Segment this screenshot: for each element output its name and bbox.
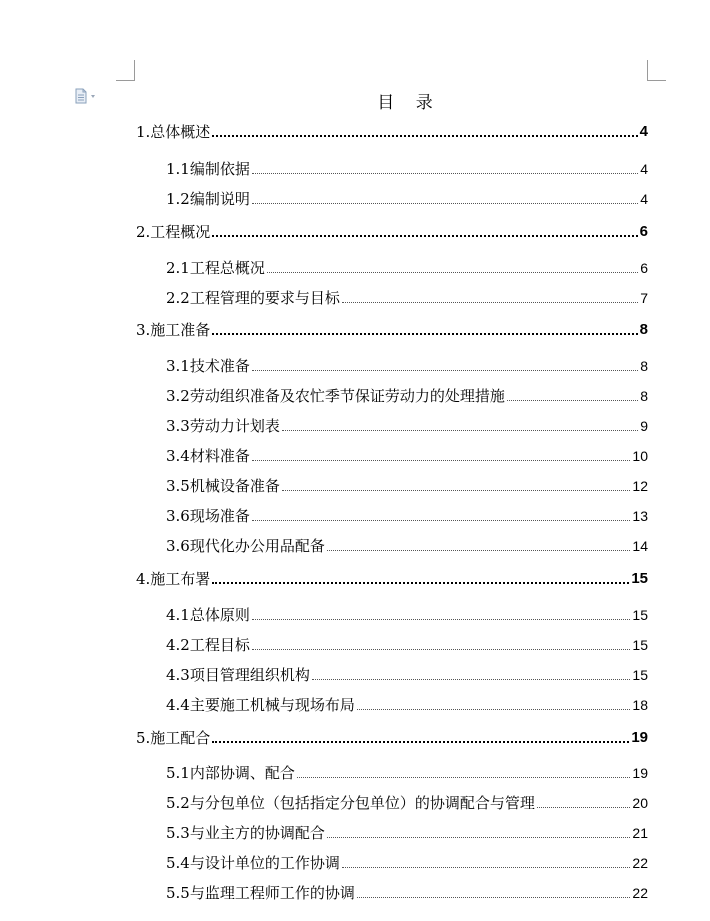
- toc-entry[interactable]: [166, 693, 648, 715]
- page-corner-mark-left: [116, 60, 135, 81]
- toc-entry-label: 4.3项目管理组织机构: [166, 666, 310, 684]
- toc-entry-label: 4.4主要施工机械与现场布局: [166, 696, 355, 714]
- toc-dot-leader: [537, 807, 631, 808]
- toc-entry-page-number: 4: [640, 161, 648, 177]
- toc-dot-leader: [327, 550, 631, 551]
- toc-entry-label: 2.1工程总概况: [166, 259, 265, 277]
- toc-entry[interactable]: [136, 567, 648, 589]
- toc-entry-label: 4.1总体原则: [166, 606, 250, 624]
- toc-entry[interactable]: [166, 474, 648, 496]
- toc-entry-page-number: 19: [631, 729, 648, 746]
- toc-entry-label: 1.2编制说明: [166, 190, 250, 208]
- toc-entry-label: 3.6现场准备: [166, 507, 250, 525]
- toc-entry-page-number: 4: [640, 191, 648, 207]
- toc-dot-leader: [252, 619, 631, 620]
- toc-entry[interactable]: [166, 187, 648, 209]
- toc-entry-page-number: 7: [640, 290, 648, 306]
- toc-entry-page-number: 15: [631, 570, 648, 587]
- toc-entry-label: 3.2劳动组织准备及农忙季节保证劳动力的处理措施: [166, 387, 505, 405]
- toc-entry-page-number: 21: [632, 825, 648, 841]
- toc-entry-label: 4.2工程目标: [166, 636, 250, 654]
- toc-entry-page-number: 6: [639, 223, 648, 240]
- toc-entry[interactable]: [166, 881, 648, 903]
- toc-entry[interactable]: [166, 354, 648, 376]
- toc-entry[interactable]: [166, 633, 648, 655]
- toc-entry[interactable]: [166, 504, 648, 526]
- toc-dot-leader: [282, 430, 638, 431]
- toc-entry-label: 3.1技术准备: [166, 357, 250, 375]
- toc-entry[interactable]: [166, 157, 648, 179]
- toc-entry[interactable]: [166, 821, 648, 843]
- toc-dot-leader: [507, 400, 638, 401]
- toc-entry-label: 2.2工程管理的要求与目标: [166, 289, 340, 307]
- toc-dot-leader: [212, 582, 629, 584]
- toc-entry-page-number: 14: [632, 538, 648, 554]
- toc-entry[interactable]: [166, 384, 648, 406]
- toc-dot-leader: [357, 897, 631, 898]
- toc-dot-leader: [297, 777, 631, 778]
- toc-entry[interactable]: [166, 256, 648, 278]
- toc-entry-page-number: 15: [632, 637, 648, 653]
- toc-entry[interactable]: [166, 444, 648, 466]
- toc-entry-page-number: 20: [632, 795, 648, 811]
- toc-entry-page-number: 10: [632, 448, 648, 464]
- toc-entry-label: 2.工程概况: [136, 223, 211, 241]
- toc-dot-leader: [252, 370, 638, 371]
- toc-entry[interactable]: [166, 791, 648, 813]
- toc-entry-page-number: 8: [640, 358, 648, 374]
- toc-dot-leader: [252, 520, 631, 521]
- toc-dot-leader: [282, 490, 631, 491]
- toc-entry-page-number: 8: [639, 321, 648, 338]
- toc-dot-leader: [212, 333, 637, 335]
- toc-entry-page-number: 22: [632, 855, 648, 871]
- toc-entry-label: 5.施工配合: [136, 729, 211, 747]
- toc-entry-page-number: 15: [632, 607, 648, 623]
- toc-entry-label: 3.3劳动力计划表: [166, 417, 280, 435]
- toc-dot-leader: [212, 235, 637, 237]
- toc-entry[interactable]: [136, 726, 648, 748]
- toc-entry-label: 4.施工布署: [136, 570, 211, 588]
- toc-dot-leader: [252, 173, 638, 174]
- toc-entry-page-number: 9: [640, 418, 648, 434]
- toc-entry[interactable]: [166, 414, 648, 436]
- toc-entry-label: 3.5机械设备准备: [166, 477, 280, 495]
- toc-entry[interactable]: [166, 286, 648, 308]
- toc-entry-label: 3.施工准备: [136, 321, 211, 339]
- toc-entry[interactable]: [166, 851, 648, 873]
- toc-title: 目 录: [377, 93, 433, 113]
- toc-dot-leader: [212, 741, 629, 743]
- toc-entry-label: 5.3与业主方的协调配合: [166, 824, 325, 842]
- toc-dot-leader: [252, 649, 631, 650]
- toc-entry[interactable]: [166, 663, 648, 685]
- toc-dot-leader: [342, 302, 638, 303]
- toc-entry-label: 5.2与分包单位（包括指定分包单位）的协调配合与管理: [166, 794, 535, 812]
- toc-dot-leader: [327, 837, 631, 838]
- toc-entry[interactable]: [136, 120, 648, 142]
- toc-entry-label: 1.1编制依据: [166, 160, 250, 178]
- toc-entry-page-number: 8: [640, 388, 648, 404]
- toc-entry-page-number: 12: [632, 478, 648, 494]
- toc-entry-label: 5.1内部协调、配合: [166, 764, 295, 782]
- toc-entry[interactable]: [166, 603, 648, 625]
- toc-dot-leader: [312, 679, 631, 680]
- toc-entry-page-number: 6: [640, 260, 648, 276]
- toc-entry-label: 3.4材料准备: [166, 447, 250, 465]
- toc-entry-page-number: 13: [632, 508, 648, 524]
- page-corner-mark-right: [647, 60, 666, 81]
- toc-entry-label: 3.6现代化办公用品配备: [166, 537, 325, 555]
- toc-entry-page-number: 22: [632, 885, 648, 901]
- toc-entry[interactable]: [136, 220, 648, 242]
- toc-entry-label: 5.5与监理工程师工作的协调: [166, 884, 355, 902]
- toc-entry-label: 5.4与设计单位的工作协调: [166, 854, 340, 872]
- toc-entry[interactable]: [136, 318, 648, 340]
- toc-entry[interactable]: [166, 761, 648, 783]
- toc-dot-leader: [252, 203, 638, 204]
- toc-dot-leader: [357, 709, 631, 710]
- toc-entry-page-number: 18: [632, 697, 648, 713]
- toc-dot-leader: [267, 272, 638, 273]
- toc-entry-label: 1.总体概述: [136, 123, 211, 141]
- toc-dot-leader: [342, 867, 631, 868]
- toc-dot-leader: [212, 135, 637, 137]
- toc-entry-page-number: 15: [632, 667, 648, 683]
- toc-entry-page-number: 4: [639, 123, 648, 140]
- toc-dot-leader: [252, 460, 631, 461]
- toc-entry[interactable]: [166, 534, 648, 556]
- toc-entry-page-number: 19: [632, 765, 648, 781]
